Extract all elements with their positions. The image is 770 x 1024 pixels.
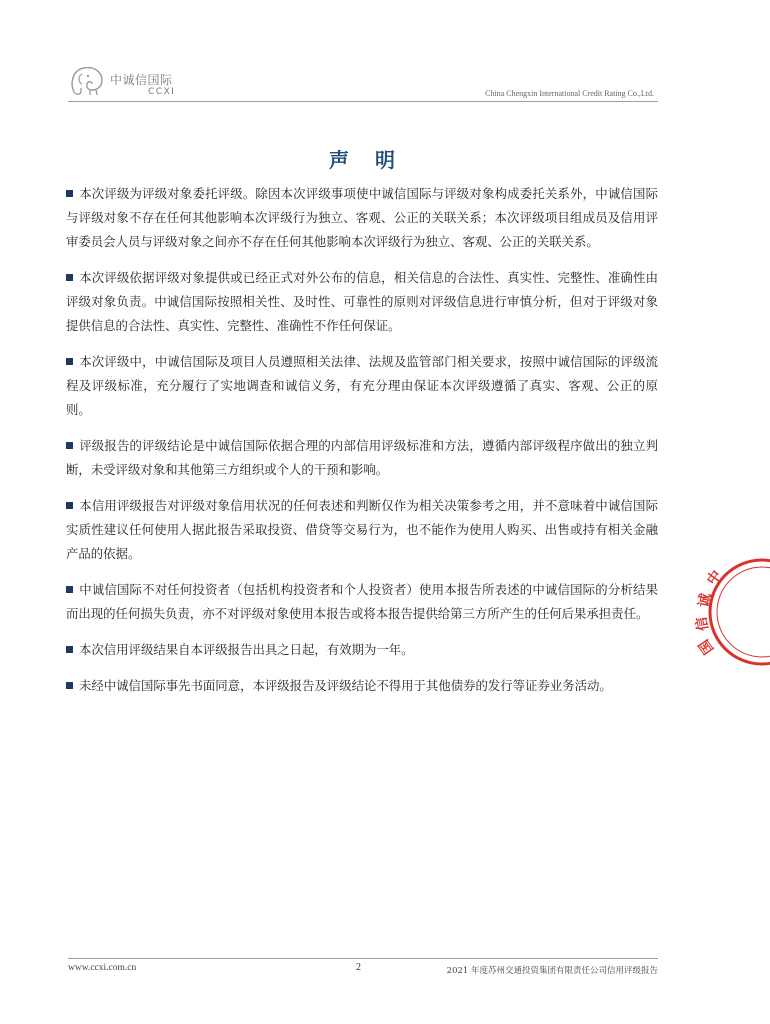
footer-website: www.ccxi.com.cn bbox=[68, 963, 137, 973]
svg-text:信: 信 bbox=[693, 615, 712, 633]
statement-text: 本次评级为评级对象委托评级。除因本次评级事项使中诚信国际与评级对象构成委托关系外，中诚信国际与评级对象不存在任何其他影响本次评级行为独立、客观、公正的关联关系；本次评级项目组成员及信用评审委员会人员与评级对象之间亦不存在任何其他影响本次评级行为独立、客观、公正的关联关系。 bbox=[66, 186, 658, 249]
square-bullet-icon bbox=[66, 190, 73, 197]
statement-list bbox=[66, 182, 658, 710]
footer-divider bbox=[68, 958, 658, 959]
statement-paragraph bbox=[66, 182, 658, 254]
square-bullet-icon bbox=[66, 502, 73, 509]
footer-report-title: 2021 年度苏州交通投资集团有限责任公司信用评级报告 bbox=[446, 966, 658, 976]
statement-paragraph bbox=[66, 434, 658, 482]
square-bullet-icon bbox=[66, 442, 73, 449]
statement-paragraph bbox=[66, 350, 658, 422]
square-bullet-icon bbox=[66, 682, 73, 689]
svg-text:国: 国 bbox=[696, 636, 718, 657]
header-divider bbox=[68, 101, 658, 102]
statement-paragraph bbox=[66, 494, 658, 566]
svg-text:诚: 诚 bbox=[696, 592, 715, 609]
statement-text: 中诚信国际不对任何投资者（包括机构投资者和个人投资者）使用本报告所表述的中诚信国际的分析结果而出现的任何损失负责，亦不对评级对象使用本报告或将本报告提供给第三方所产生的任何后果承担责任。 bbox=[66, 582, 658, 621]
square-bullet-icon bbox=[66, 274, 73, 281]
page-number: 2 bbox=[356, 962, 361, 973]
page-header bbox=[68, 62, 658, 102]
statement-text: 本次评级依据评级对象提供或已经正式对外公布的信息，相关信息的合法性、真实性、完整性、准确性由评级对象负责。中诚信国际按照相关性、及时性、可靠性的原则对评级信息进行审慎分析，但对于评级对象提供信息的合法性、真实性、完整性、准确性不作任何保证。 bbox=[66, 270, 658, 333]
statement-paragraph bbox=[66, 266, 658, 338]
square-bullet-icon bbox=[66, 646, 73, 653]
official-seal-stamp bbox=[693, 556, 770, 668]
statement-paragraph bbox=[66, 638, 658, 662]
page-title: 声明 bbox=[329, 148, 421, 172]
statement-text: 本次评级中，中诚信国际及项目人员遵照相关法律、法规及监管部门相关要求，按照中诚信国际的评级流程及评级标准，充分履行了实地调查和诚信义务，有充分理由保证本次评级遵循了真实、客观、公正的原则。 bbox=[66, 354, 658, 417]
statement-text: 评级报告的评级结论是中诚信国际依据合理的内部信用评级标准和方法，遵循内部评级程序做出的独立判断，未受评级对象和其他第三方组织或个人的干预和影响。 bbox=[66, 438, 658, 477]
square-bullet-icon bbox=[66, 586, 73, 593]
logo-chinese-text: 中诚信国际 bbox=[110, 73, 173, 87]
statement-text: 本信用评级报告对评级对象信用状况的任何表述和判断仅作为相关决策参考之用，并不意味着中诚信国际实质性建议任何使用人据此报告采取投资、借贷等交易行为，也不能作为使用人购买、出售或持有相关金融产品的依据。 bbox=[66, 498, 658, 561]
statement-paragraph bbox=[66, 578, 658, 626]
elephant-logo-icon bbox=[68, 62, 110, 100]
square-bullet-icon bbox=[66, 358, 73, 365]
logo-english-text: CCXI bbox=[148, 87, 176, 97]
svg-text:中: 中 bbox=[704, 567, 726, 589]
company-logo bbox=[68, 62, 208, 102]
statement-text: 本次信用评级结果自本评级报告出具之日起，有效期为一年。 bbox=[79, 642, 414, 657]
statement-paragraph bbox=[66, 674, 658, 698]
header-company-name: China Chengxin International Credit Rating Co.,Ltd. bbox=[485, 89, 654, 98]
statement-text: 未经中诚信国际事先书面同意，本评级报告及评级结论不得用于其他债券的发行等证券业务活动。 bbox=[79, 678, 612, 693]
